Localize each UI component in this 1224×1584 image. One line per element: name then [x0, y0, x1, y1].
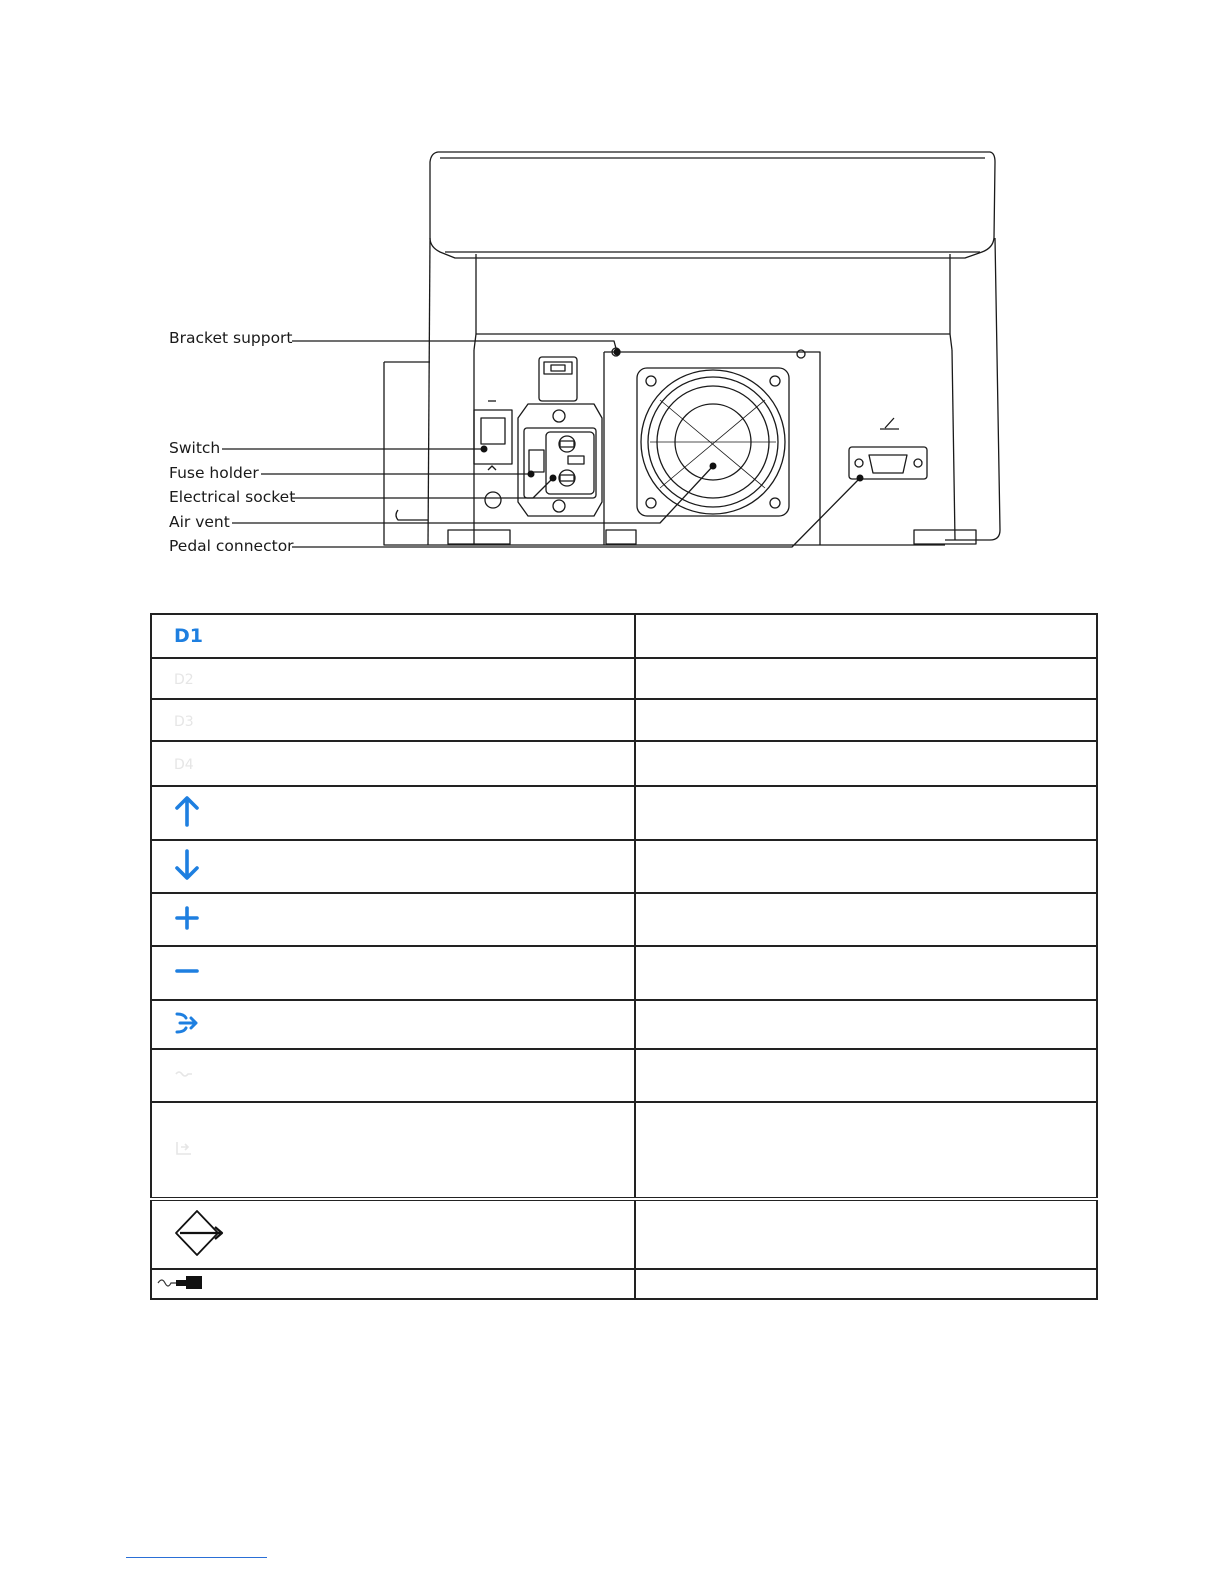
callout-electrical-socket: Electrical socket [169, 488, 296, 506]
symbol-cell [151, 1269, 635, 1299]
callout-air-vent: Air vent [169, 513, 230, 531]
description-cell [635, 741, 1097, 786]
diamond-arrow-icon [174, 1209, 226, 1257]
symbol-cell [151, 1199, 635, 1269]
description-cell [635, 699, 1097, 741]
description-cell [635, 1102, 1097, 1199]
callout-fuse-holder: Fuse holder [169, 464, 259, 482]
plus-icon [174, 905, 200, 931]
symbol-cell [151, 741, 635, 786]
symbol-cell [151, 1049, 635, 1102]
description-cell [635, 786, 1097, 840]
symbol-cell [151, 840, 635, 893]
table-row [151, 1269, 1097, 1299]
table-row [151, 893, 1097, 946]
symbol-cell [151, 614, 635, 658]
description-cell [635, 840, 1097, 893]
description-cell [635, 893, 1097, 946]
symbol-cell [151, 893, 635, 946]
pedal-connector [849, 418, 927, 479]
table-row [151, 786, 1097, 840]
small-socket [539, 357, 577, 401]
table-row [151, 1199, 1097, 1269]
d3-key-icon: D3 [174, 713, 194, 730]
d4-key-icon: D4 [174, 757, 194, 773]
electrical-socket [485, 404, 602, 516]
table-row [151, 741, 1097, 786]
description-cell [635, 1199, 1097, 1269]
description-cell [635, 1049, 1097, 1102]
table-row [151, 840, 1097, 893]
spray-arrow-icon [174, 1010, 200, 1036]
symbol-cell [151, 1102, 635, 1199]
table-row [151, 1049, 1097, 1102]
description-cell [635, 946, 1097, 1000]
air-vent-fan [637, 368, 789, 516]
table-row [151, 1102, 1097, 1199]
faint-symbol-icon [174, 1067, 194, 1081]
faint-symbol-icon [174, 1139, 194, 1157]
description-cell [635, 1269, 1097, 1299]
description-cell [635, 1000, 1097, 1049]
symbol-cell [151, 699, 635, 741]
callout-switch: Switch [169, 439, 221, 457]
device-lid [430, 152, 995, 258]
symbol-cell [151, 786, 635, 840]
table-row [151, 614, 1097, 658]
minus-icon [174, 958, 200, 984]
symbol-cell [151, 1000, 635, 1049]
d2-key-icon: D2 [174, 672, 194, 688]
symbol-table [150, 613, 1098, 1300]
table-row [151, 658, 1097, 699]
description-cell [635, 614, 1097, 658]
table-row [151, 1000, 1097, 1049]
connector-plug-icon [156, 1273, 206, 1291]
symbol-cell [151, 658, 635, 699]
arrow-down-icon [174, 849, 200, 881]
table-row [151, 946, 1097, 1000]
footnote-separator [126, 1557, 267, 1558]
device-body [384, 238, 1000, 545]
description-cell [635, 658, 1097, 699]
device-rear-view-diagram [0, 0, 1224, 600]
d1-key-icon: D1 [174, 625, 203, 647]
power-switch [474, 401, 512, 470]
table-row [151, 699, 1097, 741]
arrow-up-icon [174, 795, 200, 827]
callout-bracket-support: Bracket support [169, 329, 293, 347]
symbol-cell [151, 946, 635, 1000]
callout-pedal-connector: Pedal connector [169, 537, 294, 555]
